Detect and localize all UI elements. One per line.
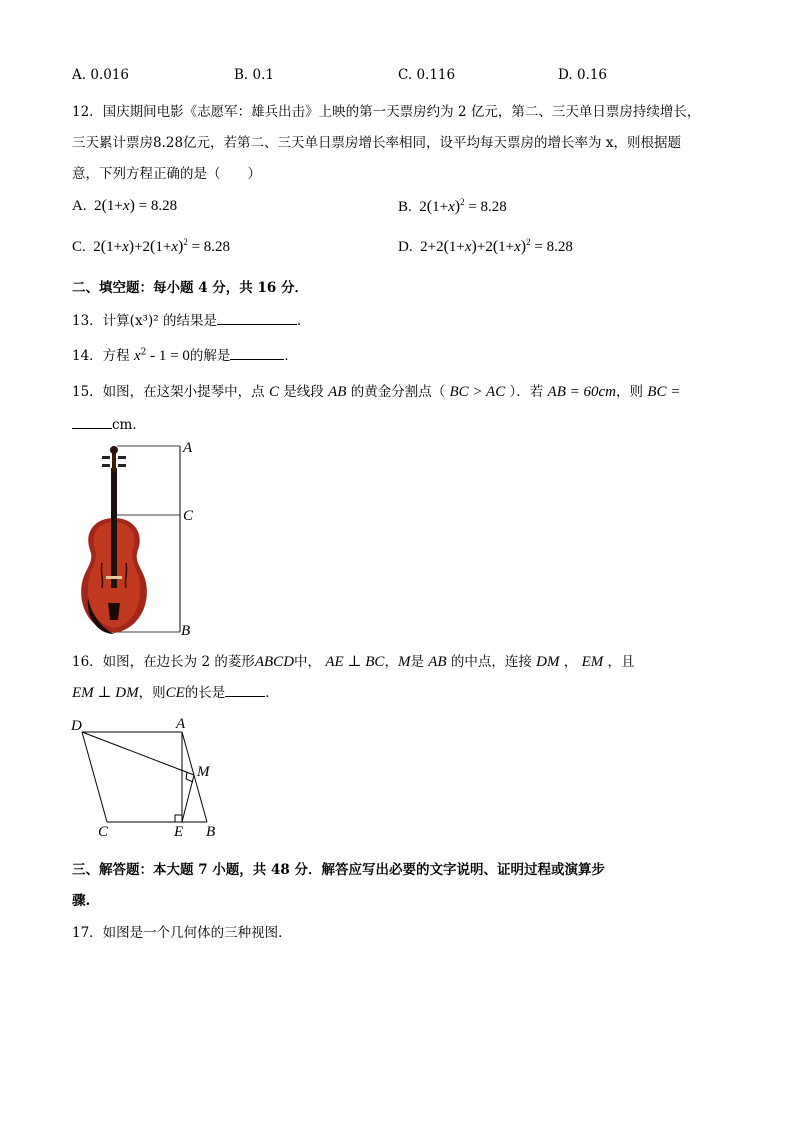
- label-c: C: [98, 824, 109, 840]
- label-b: B: [181, 623, 191, 638]
- q15-answer-blank: [72, 414, 112, 429]
- section-3-heading-line-1: 三、解答题：本大题 7 小题，共 48 分．解答应写出必要的文字说明、证明过程或演算步: [72, 862, 605, 878]
- q12-option-c: C. $2(1+x)+2(1+x)^2 = 8.28$: [72, 237, 231, 255]
- side-dc: [82, 732, 107, 822]
- q11-option-b: B. 0.1: [234, 67, 274, 83]
- q16-answer-blank: [225, 682, 265, 697]
- violin-image: [81, 446, 147, 634]
- segment-dm: [82, 732, 194, 775]
- q11-option-d: D. 0.16: [558, 67, 607, 83]
- label-b: B: [206, 824, 216, 840]
- label-e: E: [174, 824, 184, 840]
- q14: 14．方程 $x^2 - 1 = 0$的解是 ．: [72, 344, 298, 365]
- q13-answer-blank: [217, 310, 297, 325]
- section-2-heading: 二、填空题：每小题 4 分，共 16 分．: [72, 280, 308, 296]
- q15-line-1: 15．如图，在这架小提琴中，点 C 是线段 AB 的黄金分割点（ BC > AC ）．若 AB = 60cm，则 BC =: [72, 384, 681, 400]
- q12-line-1: 12．国庆期间电影《志愿军：雄兵出击》上映的第一天票房约为 2 亿元，第二、三天单日票房持续增长，: [72, 104, 701, 120]
- q12-line-2: 三天累计票房8.28亿元，若第二、三天单日票房增长率相同，设平均每天票房的增长率为 x，则根据题: [72, 135, 681, 151]
- label-c: C: [183, 508, 194, 524]
- q13: 13．计算(x³)² 的结果是 ．: [72, 309, 310, 329]
- right-angle-e: [175, 815, 182, 822]
- q16-line-2: EM ⊥ DM，则CE的长是 ．: [72, 681, 279, 702]
- q12-option-a: A. 2(1+x) = 8.28: [72, 197, 178, 214]
- q11-option-c: C. 0.116: [398, 67, 456, 83]
- label-d: D: [71, 718, 82, 734]
- q17: 17．如图是一个几何体的三种视图．: [72, 925, 292, 941]
- label-a: A: [176, 716, 186, 732]
- rhombus-figure: [68, 712, 228, 842]
- q14-answer-blank: [230, 345, 284, 360]
- q15-line-2: cm．: [72, 413, 146, 433]
- label-m: M: [197, 764, 210, 780]
- label-a: A: [183, 440, 193, 456]
- q12-option-d: D. $2+2(1+x)+2(1+x)^2 = 8.28$: [398, 237, 573, 255]
- q12-line-3: 意，下列方程正确的是（ ）: [72, 166, 261, 182]
- q12-option-b: B. $2(1+x)^2 = 8.28$: [398, 197, 507, 215]
- q16-line-1: 16．如图，在边长为 2 的菱形ABCD中， AE ⊥ BC，M是 AB 的中点，连接 DM ， EM ，且: [72, 654, 635, 670]
- q11-option-a: A. 0.016: [72, 67, 129, 83]
- violin-figure: [72, 438, 212, 638]
- section-3-heading-line-2: 骤.: [72, 893, 91, 909]
